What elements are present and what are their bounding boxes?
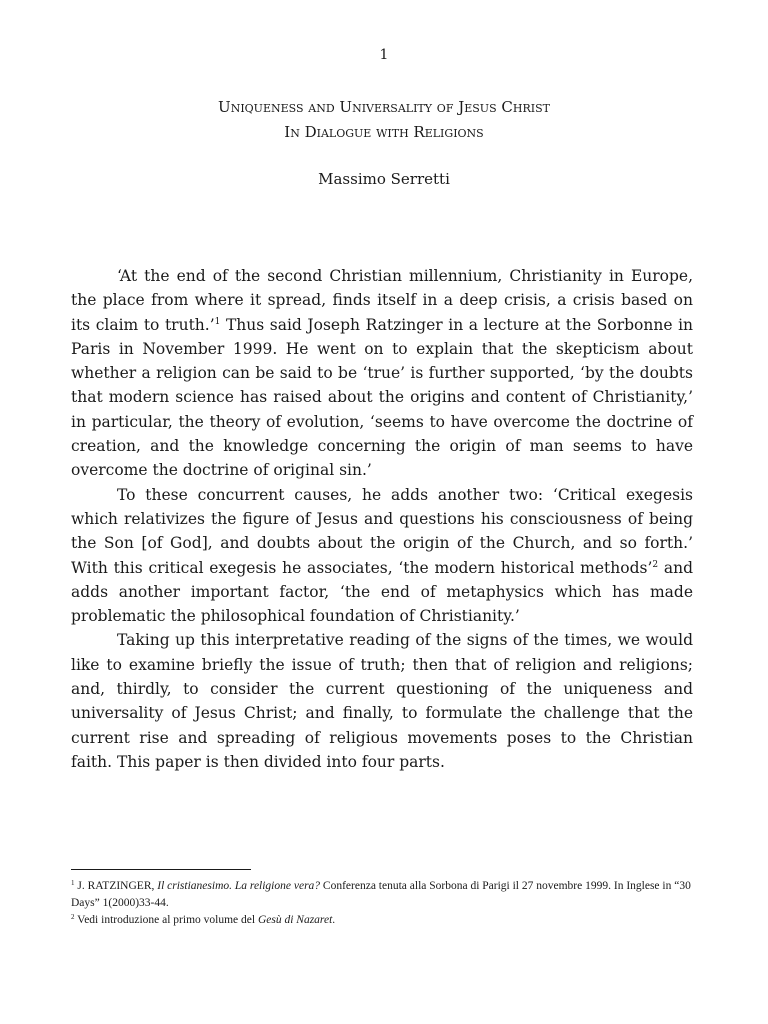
document-title bbox=[0, 95, 768, 145]
paragraph-3: Taking up this interpretative reading of the signs of the times, we would like to examine briefly the issue of truth; then that of religion and religions; and, thirdly, to consider the current questioning of the uniqueness and universality of Jesus Christ; and finally, to formulate the challenge that the current rise and spreading of religious movements poses to the Christian faith. This paper is then divided into four parts. bbox=[71, 631, 693, 771]
paragraph-2 bbox=[71, 483, 693, 629]
footnote-mark-2: 2 bbox=[71, 913, 75, 921]
footnote-1-author: J. RATZINGER, bbox=[74, 880, 158, 892]
footnote-1-rest: Conferenza tenuta alla Sorbona di Parigi il 27 novembre 1999. In Inglese in “30 Days” 1(2000)33-44. bbox=[71, 880, 691, 909]
footnote-2-work: Gesù di Nazaret bbox=[257, 914, 333, 926]
footnote-mark-1: 1 bbox=[71, 879, 75, 887]
paragraph-1-text-a: ‘At the end of the second Christian millennium, Christianity in Europe, the place from where it spread, finds itself in a deep crisis, a crisis based on its claim to truth.’ bbox=[71, 267, 693, 334]
footnote-divider bbox=[71, 869, 251, 870]
paragraph-1 bbox=[71, 264, 693, 483]
footnote-ref-1[interactable]: 1 bbox=[214, 316, 221, 327]
paragraph-1-text-b: Thus said Joseph Ratzinger in a lecture at the Sorbonne in Paris in November 1999. He went on to explain that the skepticism about whether a religion can be said to be ‘true’ is further supported, ‘by the doubts that modern science has raised about the origins and content of Christianity,’ in particular, the theory of evolution, ‘seems to have overcome the doctrine of creation, and the knowledge concerning the origin of man seems to have overcome the doctrine of original sin.’ bbox=[71, 315, 694, 480]
title-line-1: Uniqueness and Universality of Jesus Christ bbox=[218, 98, 550, 116]
footnote-1-work: Il cristianesimo. La religione vera? bbox=[157, 880, 321, 892]
footnote-ref-2[interactable]: 2 bbox=[652, 559, 659, 570]
footnotes bbox=[71, 878, 711, 929]
title-line-2: In Dialogue with Religions bbox=[284, 123, 484, 141]
body-text bbox=[71, 264, 693, 774]
paragraph-2-text-b: and adds another important factor, ‘the end of metaphysics which has made problematic the philosophical foundation of Christianity.’ bbox=[71, 558, 694, 626]
footnote-2-text: Vedi introduzione al primo volume del bbox=[74, 914, 258, 926]
page-number: 1 bbox=[379, 47, 389, 63]
author-name: Massimo Serretti bbox=[318, 170, 450, 188]
footnote-2 bbox=[71, 912, 711, 929]
paragraph-2-text-a: To these concurrent causes, he adds another two: ‘Critical exegesis which relativizes the figure of Jesus and questions his consciousness of being the Son [of God], and doubts about the origin of the Church, and so forth.’ With this critical exegesis he associates, ‘the modern historical methods’ bbox=[71, 485, 693, 577]
footnote-1 bbox=[71, 878, 711, 912]
footnote-2-end: . bbox=[332, 914, 336, 926]
